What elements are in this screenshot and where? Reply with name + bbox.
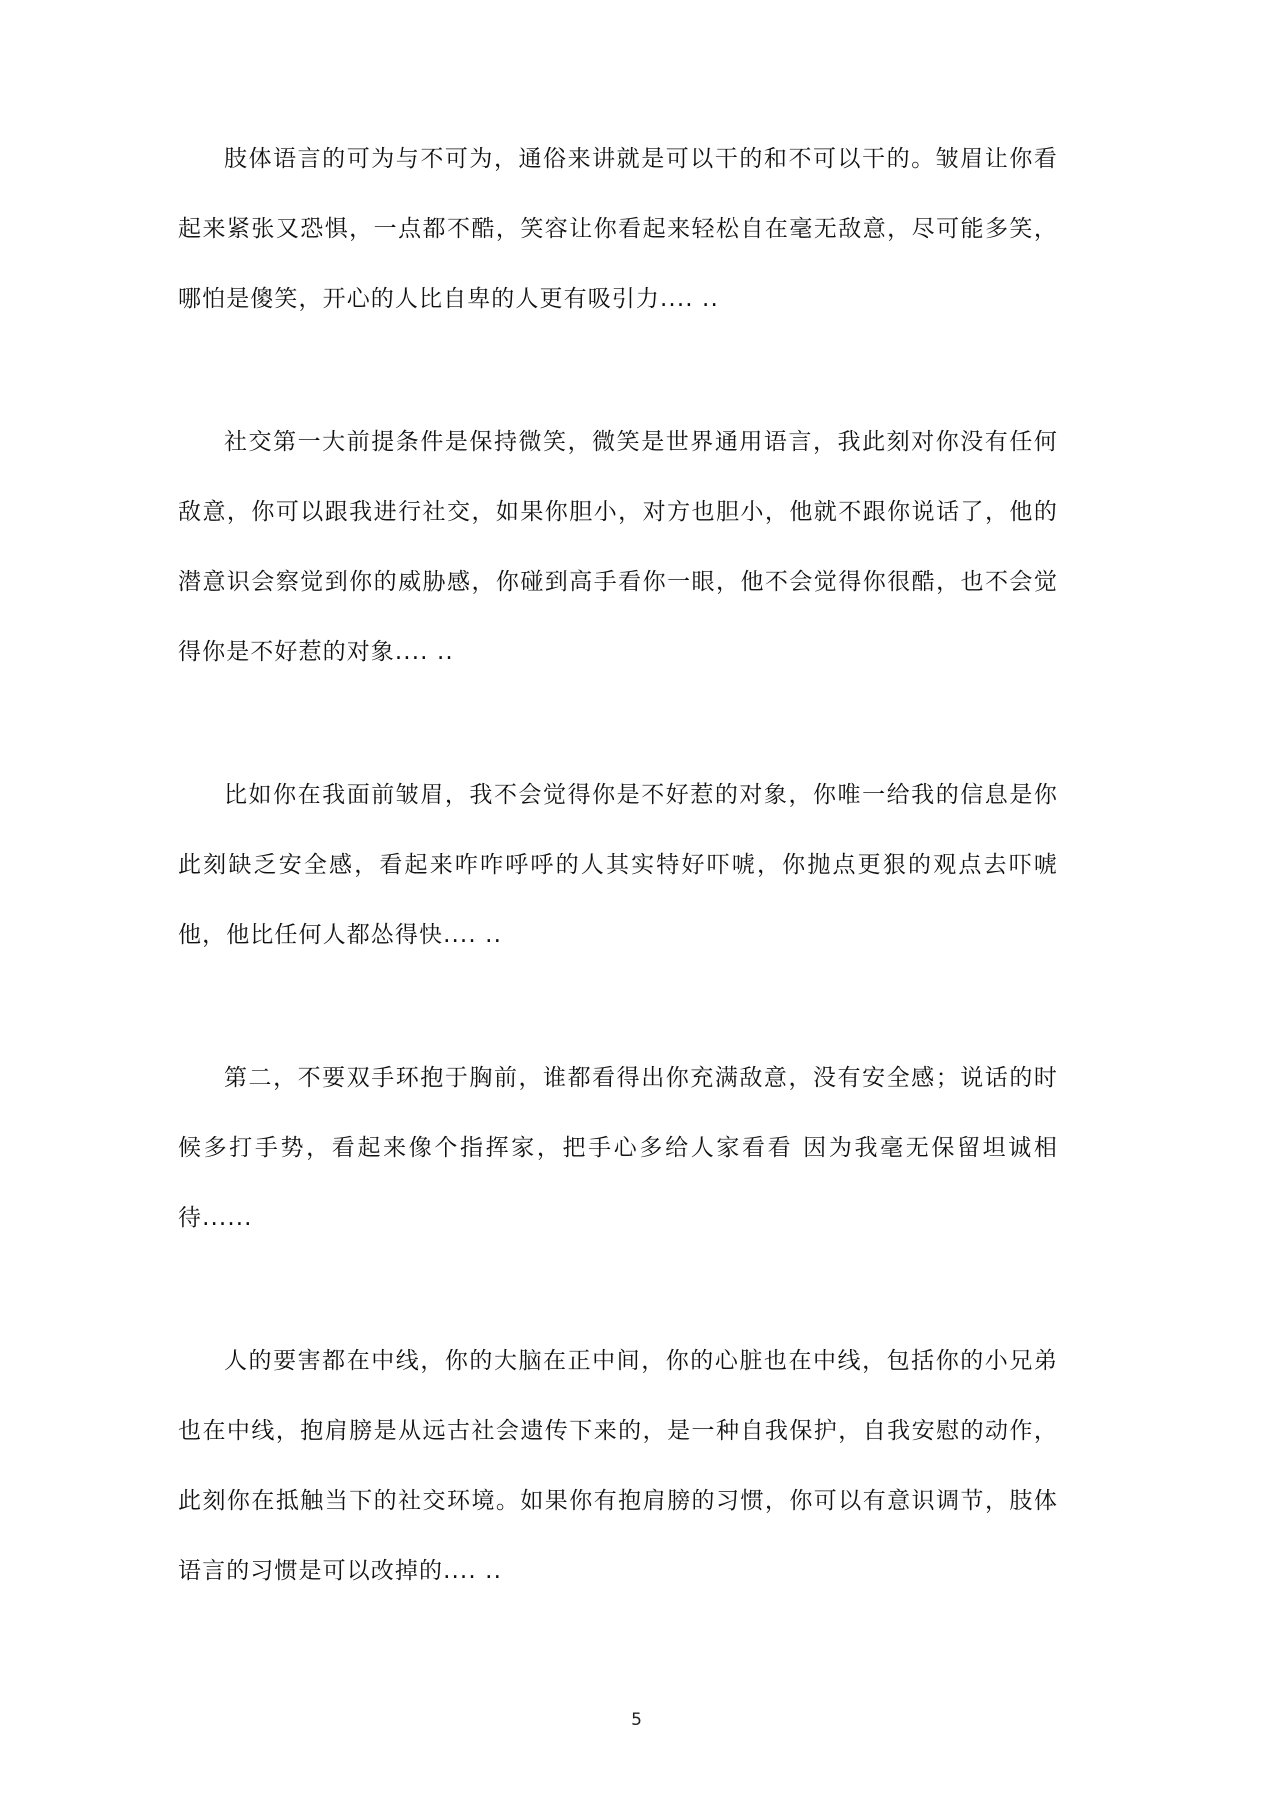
paragraph-crossed-arms: 第二，不要双手环抱于胸前，谁都看得出你充满敌意，没有安全感；说话的时候多打手势，看起来像个指挥家，把手心多给人家看看 因为我毫无保留坦诚相待...... bbox=[178, 1065, 1058, 1231]
paragraph-midline: 人的要害都在中线，你的大脑在正中间，你的心脏也在中线，包括你的小兄弟也在中线，抱肩膀是从远古社会遗传下来的，是一种自我保护，自我安慰的动作，此刻你在抵触当下的社交环境。如果你有抱肩膀的习惯，你可以有意识调节，肢体语言的习惯是可以改掉的.... .. bbox=[178, 1348, 1058, 1584]
paragraph-social-premise: 社交第一大前提条件是保持微笑，微笑是世界通用语言，我此刻对你没有任何敌意，你可以跟我进行社交，如果你胆小，对方也胆小，他就不跟你说话了，他的潜意识会察觉到你的威胁感，你碰到高手看你一眼，他不会觉得你很酷，也不会觉得你是不好惹的对象.... .. bbox=[178, 429, 1058, 665]
page-number: 5 bbox=[631, 1710, 642, 1730]
document-body bbox=[178, 124, 1058, 1606]
paragraph-smile-vs-frown: 肢体语言的可为与不可为，通俗来讲就是可以干的和不可以干的。皱眉让你看起来紧张又恐惧，一点都不酷，笑容让你看起来轻松自在毫无敌意，尽可能多笑，哪怕是傻笑，开心的人比自卑的人更有吸引力.... .. bbox=[178, 146, 1058, 312]
paragraph-frown-example: 比如你在我面前皱眉，我不会觉得你是不好惹的对象，你唯一给我的信息是你此刻缺乏安全感，看起来咋咋呼呼的人其实特好吓唬，你抛点更狠的观点去吓唬他，他比任何人都怂得快.... .. bbox=[178, 782, 1058, 948]
